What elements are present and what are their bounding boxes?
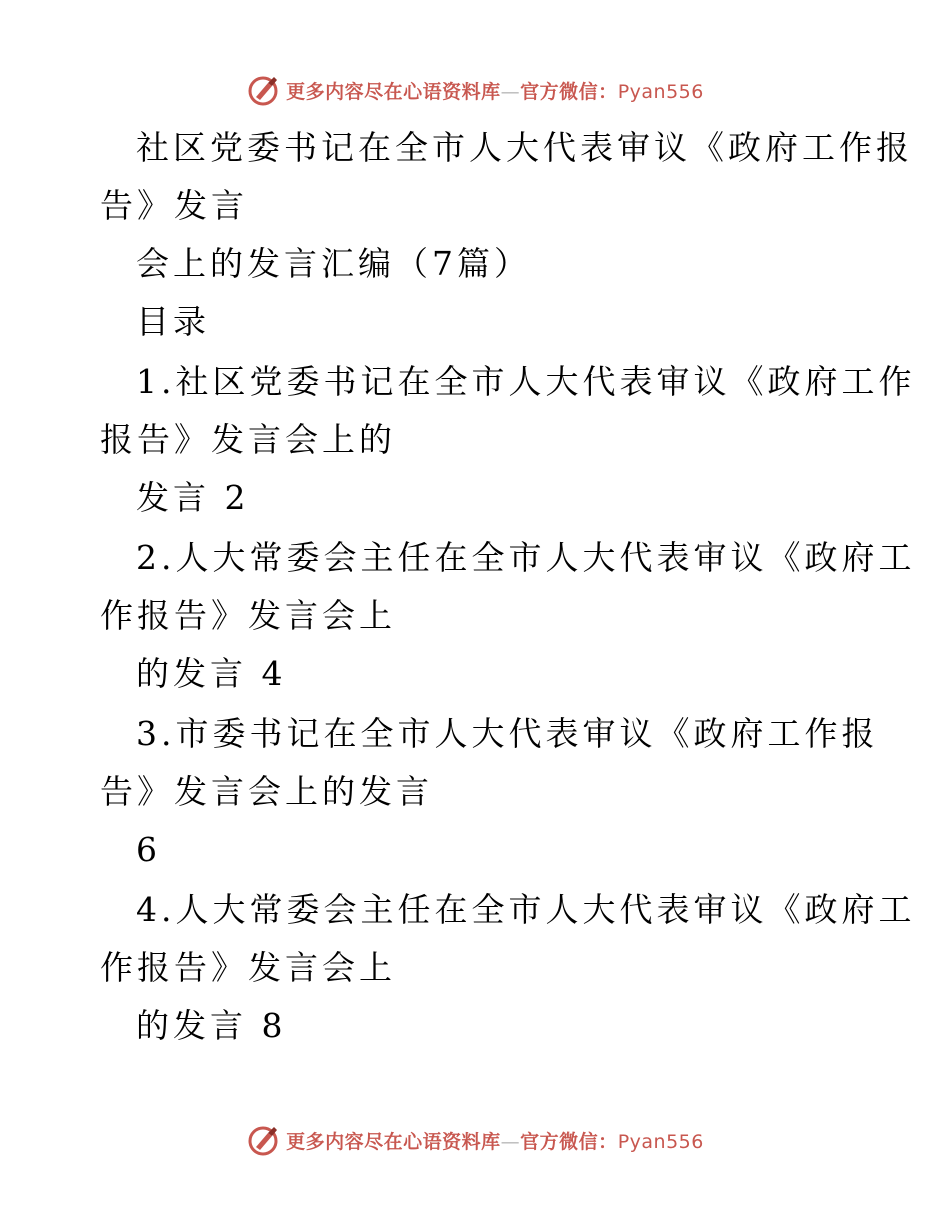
toc-item-4-line-3: 的发言 8 [136,1006,287,1045]
watermark-wechat-id: Pyan556 [617,80,704,103]
watermark-text [286,77,704,104]
toc-item-4-line-1: 4.人大常委会主任在全市人大代表审议《政府工 [136,890,916,929]
watermark-brand: 更多内容尽在心语资料库 [286,1130,501,1153]
footer-watermark [0,1120,950,1160]
watermark-dash: — [500,80,521,103]
header-watermark [0,70,950,110]
doc-title-line-1: 社区党委书记在全市人大代表审议《政府工作报 [136,128,913,167]
watermark-text [286,1127,704,1154]
watermark-label: 官方微信： [520,1130,618,1153]
watermark-dash: — [500,1130,521,1153]
toc-item-1-line-2: 报告》发言会上的 [100,420,396,459]
toc-item-3-line-2: 告》发言会上的发言 [100,772,433,811]
watermark-wechat-id: Pyan556 [617,1130,704,1153]
toc-item-2-line-2: 作报告》发言会上 [100,596,396,635]
toc-item-2-line-3: 的发言 4 [136,654,287,693]
toc-item-2-line-1: 2.人大常委会主任在全市人大代表审议《政府工 [136,538,916,577]
doc-subtitle: 会上的发言汇编（7篇） [136,244,531,283]
toc-item-4-line-2: 作报告》发言会上 [100,948,396,987]
watermark-label: 官方微信： [520,80,618,103]
pen-logo-icon [246,73,280,107]
toc-heading: 目录 [136,302,210,341]
toc-item-3-line-3: 6 [136,830,161,869]
toc-item-1-line-3: 发言 2 [136,478,250,517]
pen-logo-icon [246,1123,280,1157]
toc-item-3-line-1: 3.市委书记在全市人大代表审议《政府工作报 [136,714,879,753]
toc-item-1-line-1: 1.社区党委书记在全市人大代表审议《政府工作 [136,362,916,401]
doc-title-line-2: 告》发言 [100,186,248,225]
watermark-brand: 更多内容尽在心语资料库 [286,80,501,103]
